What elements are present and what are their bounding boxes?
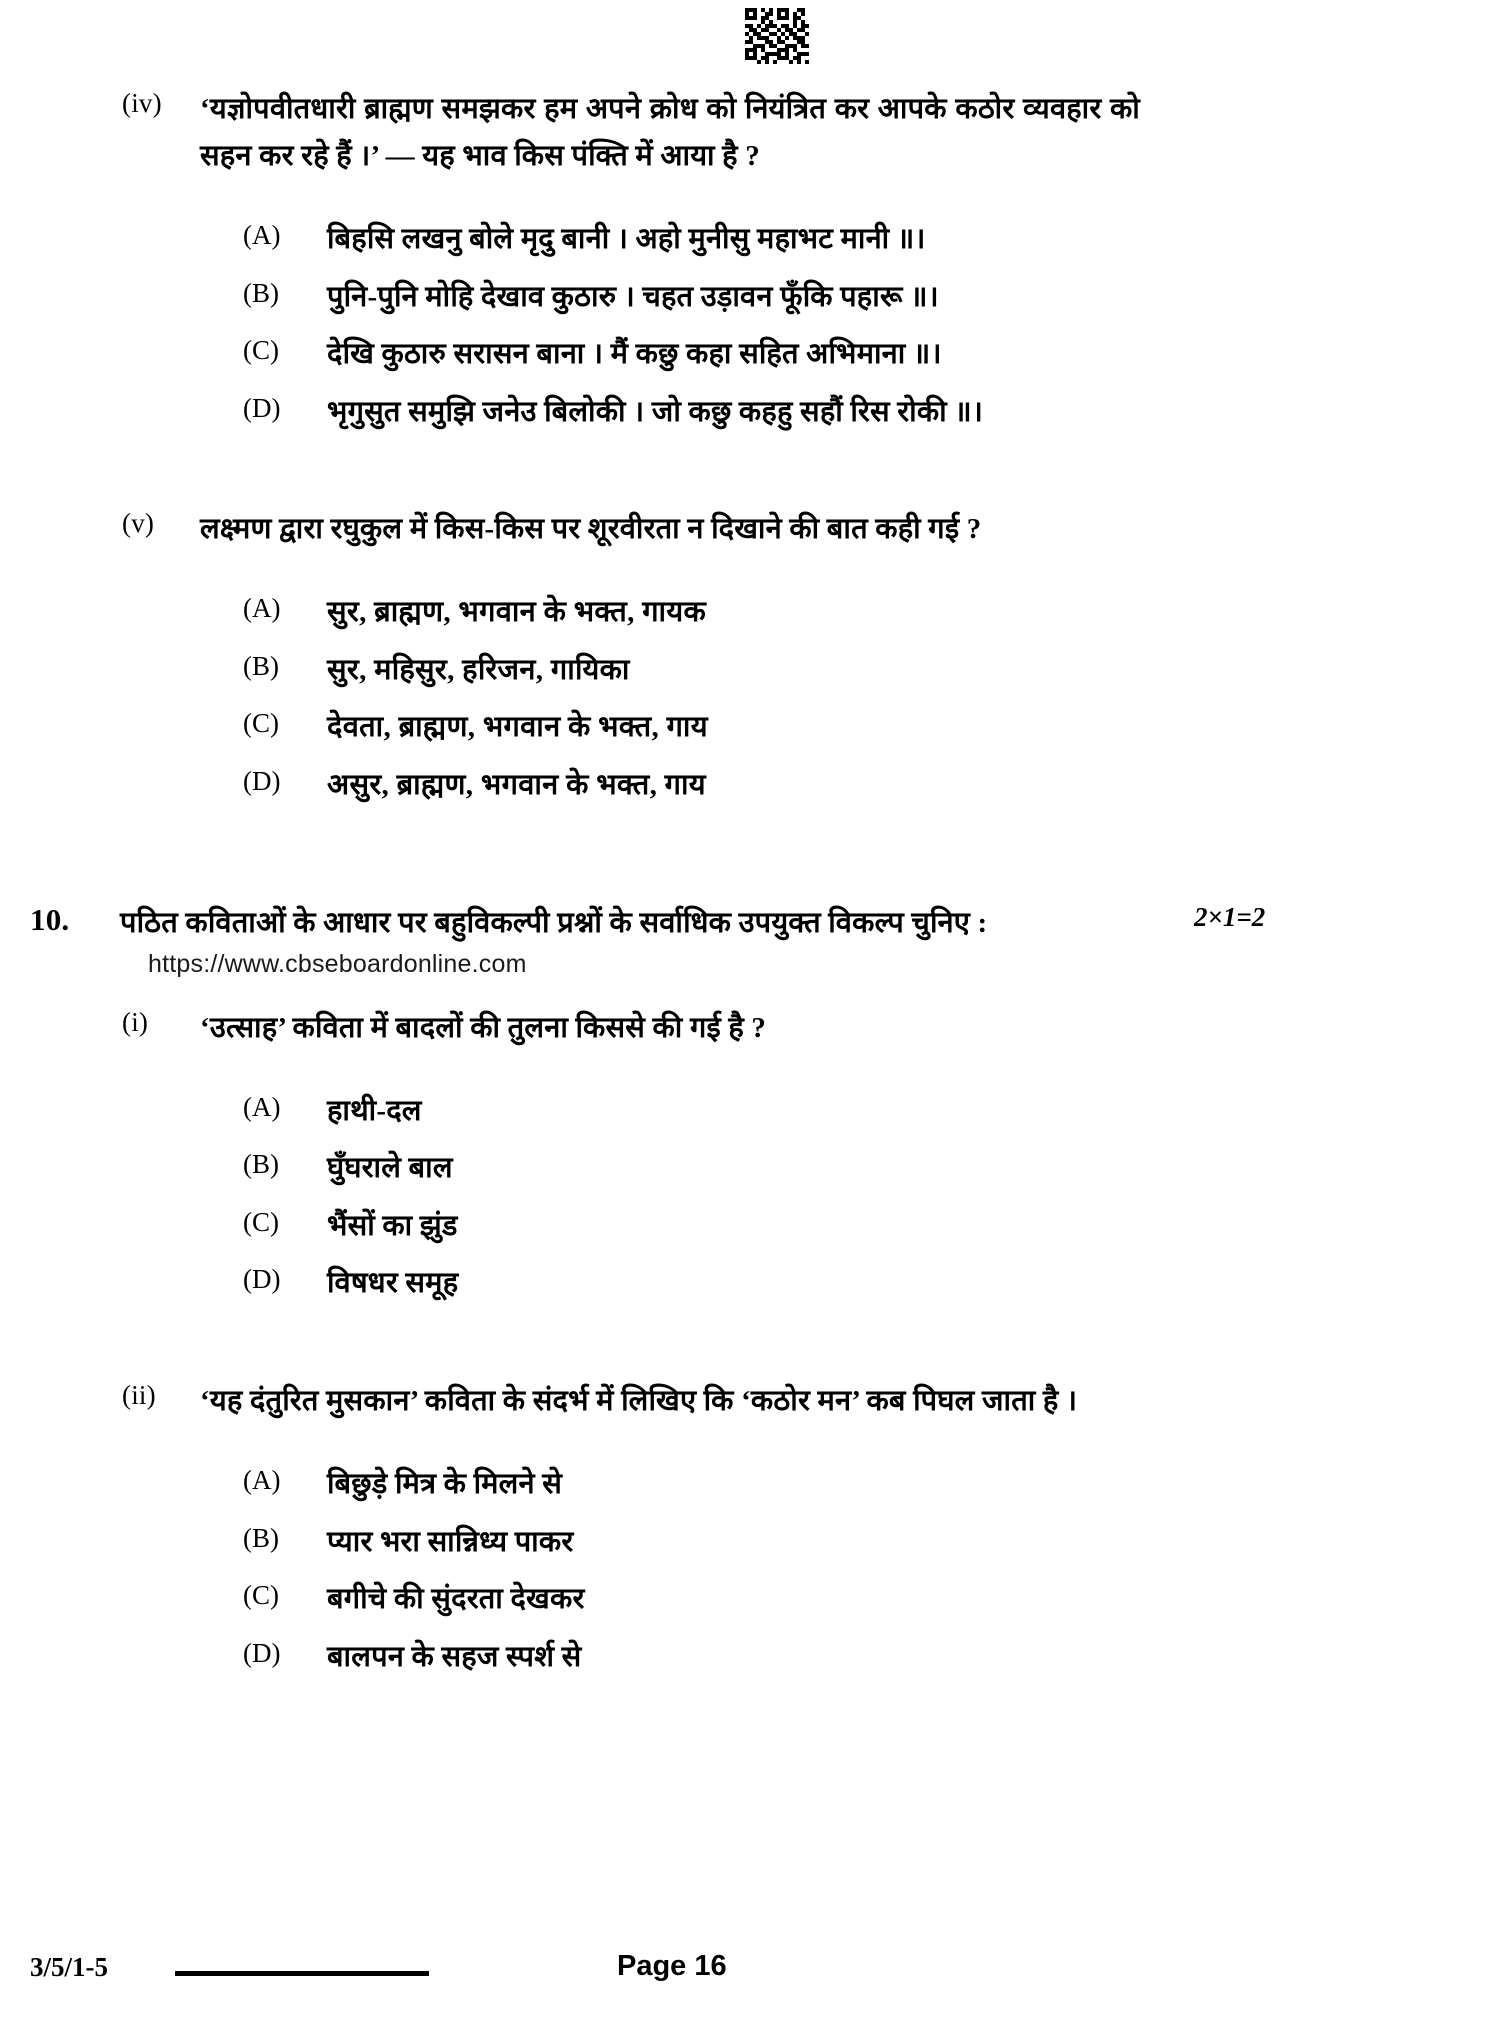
option-text: बिछुड़े मित्र के मिलने से [327, 1468, 563, 1501]
option-row[interactable] [0, 1637, 1505, 1678]
option-row[interactable] [0, 392, 1505, 433]
question-v-text: लक्ष्मण द्वारा रघुकुल में किस-किस पर शूरवीरता न दिखाने की बात कही गई ? [200, 513, 982, 546]
option-row[interactable] [0, 1464, 1505, 1505]
qr-code-icon [745, 8, 809, 64]
option-label: (B) [243, 650, 279, 681]
question-10-number: 10. [30, 901, 70, 937]
qr-code-canvas [745, 8, 809, 64]
option-label: (C) [243, 335, 279, 366]
option-label: (A) [243, 593, 281, 624]
question-10-ii [0, 1378, 1505, 1425]
question-10-i-marker: (i) [122, 1006, 149, 1037]
option-label: (D) [243, 1637, 281, 1668]
option-text: हाथी-दल [327, 1094, 422, 1127]
option-row[interactable] [0, 650, 1505, 691]
option-row[interactable] [0, 1148, 1505, 1189]
option-text: असुर, ब्राह्मण, भगवान के भक्त, गाय [327, 769, 706, 802]
watermark-url: https://www.cbseboardonline.com [148, 949, 527, 978]
option-label: (D) [243, 1264, 281, 1295]
option-label: (C) [243, 708, 279, 739]
option-label: (B) [243, 1522, 279, 1553]
question-iv-marker: (iv) [122, 88, 162, 118]
option-row[interactable] [0, 1091, 1505, 1132]
option-row[interactable] [0, 277, 1505, 318]
option-text: भैंसों का झुंड [327, 1209, 458, 1242]
option-label: (D) [243, 392, 281, 423]
option-text: बगीचे की सुंदरता देखकर [327, 1583, 585, 1616]
option-label: (A) [243, 1465, 281, 1496]
option-text: बिहसि लखनु बोले मृदु बानी । अहो मुनीसु महाभट मानी ॥। [327, 222, 926, 255]
option-label: (C) [243, 1580, 279, 1611]
question-10-i [0, 1005, 1505, 1052]
question-v [0, 506, 1505, 553]
option-text: देखि कुठारु सरासन बाना । मैं कछु कहा सहित अभिमाना ॥। [327, 338, 942, 371]
option-row[interactable] [0, 219, 1505, 260]
question-10-ii-text: ‘यह दंतुरित मुसकान’ कविता के संदर्भ में लिखिए कि ‘कठोर मन’ कब पिघल जाता है । [200, 1385, 1078, 1418]
option-row[interactable] [0, 1263, 1505, 1304]
page-footer [0, 1950, 1505, 1990]
question-10-marks: 2×1=2 [1194, 901, 1266, 932]
option-row[interactable] [0, 1579, 1505, 1620]
question-iv-text: ‘यज्ञोपवीतधारी ब्राह्मण समझकर हम अपने क्रोध को नियंत्रित कर आपके कठोर व्यवहार को सहन कर रहे हैं ।’ — यह भाव किस पंक्ति में आया है ? [200, 93, 1140, 172]
option-row[interactable] [0, 592, 1505, 633]
option-row[interactable] [0, 765, 1505, 806]
question-10-text: पठित कविताओं के आधार पर बहुविकल्पी प्रश्नों के सर्वाधिक उपयुक्त विकल्प चुनिए : [120, 906, 988, 939]
footer-divider [175, 1971, 429, 1976]
option-label: (D) [243, 766, 281, 797]
option-label: (B) [243, 1149, 279, 1180]
option-text: पुनि-पुनि मोहि देखाव कुठारु । चहत उड़ावन फूँकि पहारू ॥। [327, 280, 939, 313]
option-text: सुर, ब्राह्मण, भगवान के भक्त, गायक [327, 596, 707, 629]
question-iv [0, 86, 1505, 180]
option-label: (B) [243, 277, 279, 308]
question-10 [0, 902, 1505, 944]
question-10-i-text: ‘उत्साह’ कविता में बादलों की तुलना किससे की गई है ? [200, 1011, 767, 1044]
question-10-ii-marker: (ii) [122, 1380, 156, 1411]
option-text: बालपन के सहज स्पर्श से [327, 1640, 582, 1673]
option-label: (C) [243, 1206, 279, 1237]
option-text: सुर, महिसुर, हरिजन, गायिका [327, 653, 630, 686]
option-row[interactable] [0, 1206, 1505, 1247]
paper-code: 3/5/1-5 [30, 1952, 108, 1982]
page-content [0, 86, 1505, 1677]
option-row[interactable] [0, 707, 1505, 748]
option-text: देवता, ब्राह्मण, भगवान के भक्त, गाय [327, 711, 708, 744]
option-row[interactable] [0, 1522, 1505, 1563]
option-label: (A) [243, 1091, 281, 1122]
option-row[interactable] [0, 334, 1505, 375]
option-text: घुँघराले बाल [327, 1152, 453, 1185]
question-v-marker: (v) [122, 508, 155, 539]
option-text: विषधर समूह [327, 1267, 459, 1300]
option-label: (A) [243, 219, 281, 250]
option-text: भृगुसुत समुझि जनेउ बिलोकी । जो कछु कहहु सहौं रिस रोकी ॥। [327, 395, 984, 428]
option-text: प्यार भरा सान्निध्य पाकर [327, 1525, 574, 1558]
page-number: Page 16 [617, 1950, 727, 1982]
